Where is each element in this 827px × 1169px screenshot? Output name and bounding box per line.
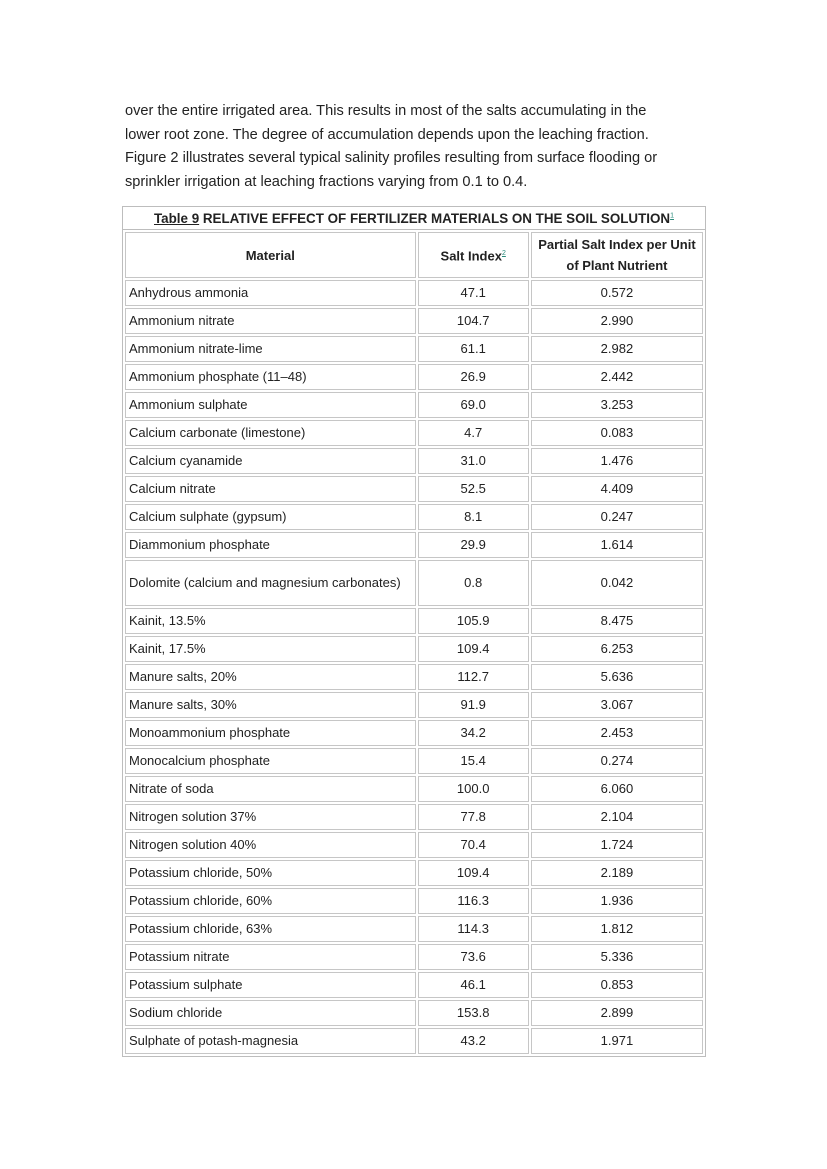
- cell-salt-index: 46.1: [418, 972, 529, 998]
- fertilizer-table-container: [122, 206, 706, 1057]
- cell-salt-index: 91.9: [418, 692, 529, 718]
- table-row: [125, 664, 703, 690]
- cell-partial-salt-index: 3.253: [531, 392, 703, 418]
- cell-partial-salt-index: 0.042: [531, 560, 703, 606]
- table-row: [125, 916, 703, 942]
- cell-partial-salt-index: 3.067: [531, 692, 703, 718]
- cell-partial-salt-index: 1.936: [531, 888, 703, 914]
- table-row: [125, 748, 703, 774]
- intro-line: over the entire irrigated area. This results in most of the salts accumulating in the: [125, 103, 647, 119]
- cell-salt-index: 47.1: [418, 280, 529, 306]
- cell-material: Potassium nitrate: [125, 944, 416, 970]
- cell-partial-salt-index: 2.104: [531, 804, 703, 830]
- cell-partial-salt-index: 6.060: [531, 776, 703, 802]
- cell-material: Sulphate of potash-magnesia: [125, 1028, 416, 1054]
- cell-material: Ammonium phosphate (11–48): [125, 364, 416, 390]
- table-row: [125, 504, 703, 530]
- intro-line: sprinkler irrigation at leaching fractions varying from 0.1 to 0.4.: [125, 173, 528, 190]
- cell-material: Kainit, 13.5%: [125, 608, 416, 634]
- cell-salt-index: 100.0: [418, 776, 529, 802]
- cell-partial-salt-index: 1.614: [531, 532, 703, 558]
- table-row: [125, 720, 703, 746]
- cell-material: Calcium sulphate (gypsum): [125, 504, 416, 530]
- table-row: [125, 476, 703, 502]
- cell-partial-salt-index: 0.274: [531, 748, 703, 774]
- cell-salt-index: 73.6: [418, 944, 529, 970]
- cell-material: Monocalcium phosphate: [125, 748, 416, 774]
- cell-partial-salt-index: 2.442: [531, 364, 703, 390]
- cell-partial-salt-index: 1.476: [531, 448, 703, 474]
- cell-salt-index: 104.7: [418, 308, 529, 334]
- cell-salt-index: 112.7: [418, 664, 529, 690]
- cell-material: Ammonium nitrate: [125, 308, 416, 334]
- cell-salt-index: 34.2: [418, 720, 529, 746]
- cell-material: Nitrogen solution 37%: [125, 804, 416, 830]
- cell-material: Ammonium nitrate-lime: [125, 336, 416, 362]
- caption-footnote-link[interactable]: 1: [670, 212, 674, 220]
- table-row: [125, 364, 703, 390]
- cell-partial-salt-index: 0.853: [531, 972, 703, 998]
- cell-partial-salt-index: 1.812: [531, 916, 703, 942]
- cell-partial-salt-index: 2.453: [531, 720, 703, 746]
- intro-paragraph: [125, 100, 705, 194]
- cell-partial-salt-index: 0.572: [531, 280, 703, 306]
- table-row: [125, 392, 703, 418]
- table-row: [125, 336, 703, 362]
- cell-material: Potassium sulphate: [125, 972, 416, 998]
- cell-salt-index: 31.0: [418, 448, 529, 474]
- table-row: [125, 888, 703, 914]
- cell-salt-index: 0.8: [418, 560, 529, 606]
- cell-salt-index: 8.1: [418, 504, 529, 530]
- cell-material: Monoammonium phosphate: [125, 720, 416, 746]
- cell-salt-index: 116.3: [418, 888, 529, 914]
- table-row: [125, 280, 703, 306]
- cell-partial-salt-index: 4.409: [531, 476, 703, 502]
- intro-line: lower root zone. The degree of accumulation depends upon the leaching fraction.: [125, 126, 649, 143]
- table-row: [125, 776, 703, 802]
- cell-salt-index: 61.1: [418, 336, 529, 362]
- cell-partial-salt-index: 2.990: [531, 308, 703, 334]
- table-caption: [122, 206, 706, 229]
- cell-material: Potassium chloride, 50%: [125, 860, 416, 886]
- cell-salt-index: 15.4: [418, 748, 529, 774]
- cell-material: Calcium carbonate (limestone): [125, 420, 416, 446]
- cell-salt-index: 109.4: [418, 860, 529, 886]
- table-row: [125, 1028, 703, 1054]
- table-row: [125, 560, 703, 606]
- cell-partial-salt-index: 1.724: [531, 832, 703, 858]
- cell-material: Kainit, 17.5%: [125, 636, 416, 662]
- cell-material: Diammonium phosphate: [125, 532, 416, 558]
- cell-material: Potassium chloride, 63%: [125, 916, 416, 942]
- cell-partial-salt-index: 2.899: [531, 1000, 703, 1026]
- salt-index-footnote-link[interactable]: 2: [501, 250, 506, 258]
- table-header-row: [125, 232, 703, 278]
- table-row: [125, 860, 703, 886]
- table-number: Table 9: [154, 211, 200, 226]
- cell-partial-salt-index: 2.982: [531, 336, 703, 362]
- cell-material: Sodium chloride: [125, 1000, 416, 1026]
- cell-salt-index: 43.2: [418, 1028, 529, 1054]
- header-partial-salt-index: Partial Salt Index per Unit of Plant Nutrient: [531, 232, 703, 278]
- cell-partial-salt-index: 0.247: [531, 504, 703, 530]
- cell-material: Calcium cyanamide: [125, 448, 416, 474]
- cell-salt-index: 26.9: [418, 364, 529, 390]
- cell-material: Potassium chloride, 60%: [125, 888, 416, 914]
- cell-salt-index: 105.9: [418, 608, 529, 634]
- cell-partial-salt-index: 5.336: [531, 944, 703, 970]
- cell-partial-salt-index: 2.189: [531, 860, 703, 886]
- cell-salt-index: 4.7: [418, 420, 529, 446]
- cell-salt-index: 70.4: [418, 832, 529, 858]
- header-salt-index: Salt Index$^2$: [418, 232, 529, 278]
- cell-salt-index: 109.4: [418, 636, 529, 662]
- cell-salt-index: 52.5: [418, 476, 529, 502]
- cell-partial-salt-index: 8.475: [531, 608, 703, 634]
- table-title: RELATIVE EFFECT OF FERTILIZER MATERIALS ON THE SOIL SOLUTION: [202, 211, 671, 226]
- cell-material: Dolomite (calcium and magnesium carbonates): [125, 560, 416, 606]
- table-row: [125, 804, 703, 830]
- cell-partial-salt-index: 1.971: [531, 1028, 703, 1054]
- cell-salt-index: 77.8: [418, 804, 529, 830]
- cell-material: Manure salts, 20%: [125, 664, 416, 690]
- table-row: [125, 448, 703, 474]
- table-row: [125, 420, 703, 446]
- table-row: [125, 532, 703, 558]
- table-row: [125, 972, 703, 998]
- cell-material: Ammonium sulphate: [125, 392, 416, 418]
- table-row: [125, 636, 703, 662]
- cell-material: Manure salts, 30%: [125, 692, 416, 718]
- cell-material: Anhydrous ammonia: [125, 280, 416, 306]
- cell-material: Nitrate of soda: [125, 776, 416, 802]
- cell-material: Calcium nitrate: [125, 476, 416, 502]
- cell-salt-index: 114.3: [418, 916, 529, 942]
- table-row: [125, 308, 703, 334]
- fertilizer-salt-index-table: [122, 206, 706, 1057]
- cell-partial-salt-index: 0.083: [531, 420, 703, 446]
- cell-material: Nitrogen solution 40%: [125, 832, 416, 858]
- cell-salt-index: 153.8: [418, 1000, 529, 1026]
- table-row: [125, 608, 703, 634]
- cell-salt-index: 69.0: [418, 392, 529, 418]
- header-material: Material: [125, 232, 416, 278]
- cell-partial-salt-index: 6.253: [531, 636, 703, 662]
- table-row: [125, 832, 703, 858]
- cell-salt-index: 29.9: [418, 532, 529, 558]
- table-row: [125, 1000, 703, 1026]
- table-row: [125, 692, 703, 718]
- table-row: [125, 944, 703, 970]
- table-body: [125, 280, 703, 1054]
- intro-line: Figure 2 illustrates several typical salinity profiles resulting from surface flooding or: [125, 150, 658, 166]
- cell-partial-salt-index: 5.636: [531, 664, 703, 690]
